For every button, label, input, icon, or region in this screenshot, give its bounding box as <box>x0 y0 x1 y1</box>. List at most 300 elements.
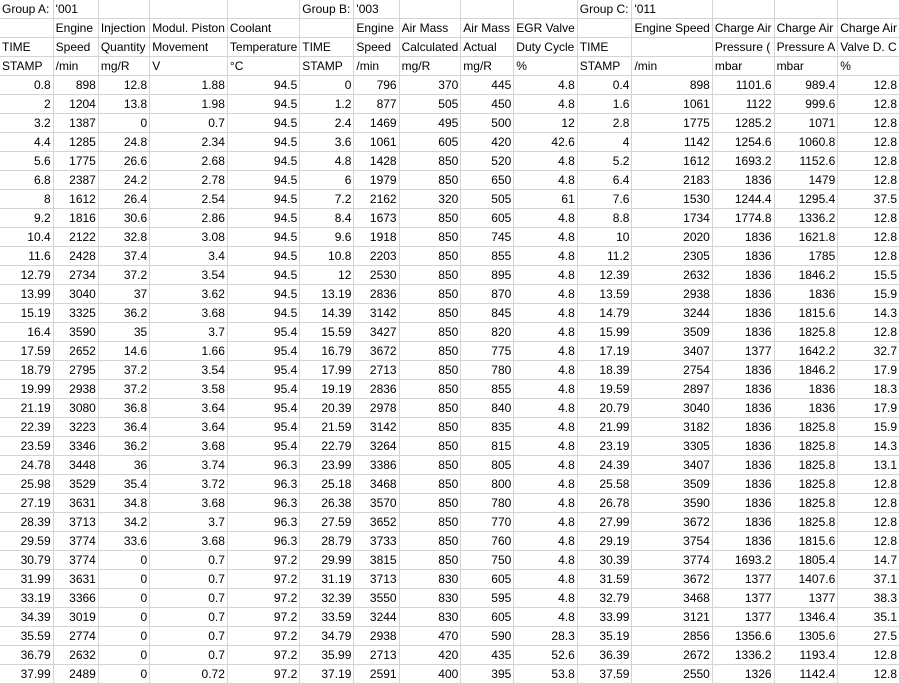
data-cell[interactable]: 1816 <box>53 209 98 228</box>
data-cell[interactable]: 94.5 <box>227 76 299 95</box>
data-cell[interactable]: 1.98 <box>150 95 228 114</box>
data-cell[interactable]: 3529 <box>53 475 98 494</box>
data-cell[interactable]: 0.7 <box>150 646 228 665</box>
data-cell[interactable]: 850 <box>399 285 461 304</box>
data-cell[interactable]: 3.4 <box>150 247 228 266</box>
data-cell[interactable]: 2550 <box>632 665 712 684</box>
data-cell[interactable]: 4.8 <box>514 323 577 342</box>
data-cell[interactable]: 97.2 <box>227 646 299 665</box>
data-cell[interactable]: 830 <box>399 589 461 608</box>
data-cell[interactable]: 850 <box>399 513 461 532</box>
data-cell[interactable]: 1836 <box>712 437 774 456</box>
data-cell[interactable]: 42.6 <box>514 133 577 152</box>
data-cell[interactable]: 15.59 <box>300 323 354 342</box>
data-cell[interactable]: 2897 <box>632 380 712 399</box>
header-cell[interactable]: Duty Cycle <box>514 38 577 57</box>
data-cell[interactable]: 27.99 <box>577 513 632 532</box>
data-cell[interactable]: 850 <box>399 228 461 247</box>
data-cell[interactable]: 30.6 <box>98 209 149 228</box>
data-cell[interactable]: 2836 <box>354 380 399 399</box>
data-cell[interactable]: 37.4 <box>98 247 149 266</box>
data-cell[interactable]: 1336.2 <box>774 209 838 228</box>
data-cell[interactable]: 7.2 <box>300 190 354 209</box>
data-cell[interactable]: 1204 <box>53 95 98 114</box>
data-cell[interactable]: 1254.6 <box>712 133 774 152</box>
header-cell[interactable] <box>0 19 53 38</box>
data-cell[interactable]: 1377 <box>712 342 774 361</box>
data-cell[interactable]: 605 <box>461 209 514 228</box>
data-cell[interactable]: 3080 <box>53 399 98 418</box>
data-cell[interactable]: 650 <box>461 171 514 190</box>
data-cell[interactable]: 34.8 <box>98 494 149 513</box>
data-cell[interactable]: 4.8 <box>514 209 577 228</box>
header-cell[interactable]: /min <box>354 57 399 76</box>
data-cell[interactable]: 12.8 <box>838 171 900 190</box>
data-cell[interactable]: 34.39 <box>0 608 53 627</box>
data-cell[interactable]: 800 <box>461 475 514 494</box>
data-cell[interactable]: 3.74 <box>150 456 228 475</box>
data-cell[interactable]: 1377 <box>774 589 838 608</box>
data-cell[interactable]: 95.4 <box>227 418 299 437</box>
data-cell[interactable]: 25.98 <box>0 475 53 494</box>
data-cell[interactable]: 1825.8 <box>774 513 838 532</box>
data-cell[interactable]: 1836 <box>712 456 774 475</box>
data-cell[interactable]: 12.8 <box>838 513 900 532</box>
header-cell[interactable]: STAMP <box>0 57 53 76</box>
data-cell[interactable]: 31.19 <box>300 570 354 589</box>
data-cell[interactable]: 0 <box>98 627 149 646</box>
header-cell[interactable]: Movement <box>150 38 228 57</box>
data-cell[interactable]: 12.8 <box>838 247 900 266</box>
data-cell[interactable]: 3040 <box>53 285 98 304</box>
data-cell[interactable]: 61 <box>514 190 577 209</box>
data-cell[interactable]: 850 <box>399 551 461 570</box>
data-cell[interactable]: 4.8 <box>514 285 577 304</box>
data-cell[interactable]: 1.2 <box>300 95 354 114</box>
data-cell[interactable]: 14.79 <box>577 304 632 323</box>
header-cell[interactable]: Charge Air <box>774 19 838 38</box>
data-cell[interactable]: 1774.8 <box>712 209 774 228</box>
data-cell[interactable]: 29.99 <box>300 551 354 570</box>
data-cell[interactable]: 1825.8 <box>774 418 838 437</box>
data-cell[interactable]: 780 <box>461 494 514 513</box>
data-cell[interactable]: 34.79 <box>300 627 354 646</box>
header-cell[interactable]: mbar <box>712 57 774 76</box>
data-cell[interactable]: 4.8 <box>514 152 577 171</box>
data-cell[interactable]: 33.6 <box>98 532 149 551</box>
data-cell[interactable]: 0.72 <box>150 665 228 684</box>
data-cell[interactable]: 12.8 <box>838 152 900 171</box>
data-cell[interactable]: 0 <box>98 646 149 665</box>
data-cell[interactable]: 835 <box>461 418 514 437</box>
header-cell[interactable]: Air Mass <box>399 19 461 38</box>
header-cell[interactable]: /min <box>53 57 98 76</box>
header-cell[interactable]: '001 <box>53 0 98 19</box>
data-cell[interactable]: 850 <box>399 152 461 171</box>
data-cell[interactable]: 0 <box>300 76 354 95</box>
data-cell[interactable]: 505 <box>399 95 461 114</box>
data-cell[interactable]: 35.1 <box>838 608 900 627</box>
data-cell[interactable]: 24.8 <box>98 133 149 152</box>
data-cell[interactable]: 820 <box>461 323 514 342</box>
data-cell[interactable]: 445 <box>461 76 514 95</box>
data-cell[interactable]: 3774 <box>53 532 98 551</box>
data-cell[interactable]: 775 <box>461 342 514 361</box>
data-cell[interactable]: 1673 <box>354 209 399 228</box>
data-cell[interactable]: 400 <box>399 665 461 684</box>
data-cell[interactable]: 0.8 <box>0 76 53 95</box>
data-cell[interactable]: 770 <box>461 513 514 532</box>
data-cell[interactable]: 1805.4 <box>774 551 838 570</box>
data-cell[interactable]: 13.19 <box>300 285 354 304</box>
data-cell[interactable]: 3590 <box>53 323 98 342</box>
header-cell[interactable]: Injection <box>98 19 149 38</box>
data-cell[interactable]: 1836 <box>712 399 774 418</box>
data-cell[interactable]: 12.8 <box>98 76 149 95</box>
data-cell[interactable]: 4.8 <box>514 475 577 494</box>
data-cell[interactable]: 23.59 <box>0 437 53 456</box>
header-cell[interactable]: '003 <box>354 0 399 19</box>
data-cell[interactable]: 815 <box>461 437 514 456</box>
data-cell[interactable]: 370 <box>399 76 461 95</box>
data-cell[interactable]: 505 <box>461 190 514 209</box>
data-cell[interactable]: 12 <box>514 114 577 133</box>
data-cell[interactable]: 14.7 <box>838 551 900 570</box>
data-cell[interactable]: 3774 <box>53 551 98 570</box>
data-cell[interactable]: 96.3 <box>227 475 299 494</box>
data-cell[interactable]: 745 <box>461 228 514 247</box>
data-cell[interactable]: 3142 <box>354 304 399 323</box>
data-cell[interactable]: 420 <box>399 646 461 665</box>
data-cell[interactable]: 850 <box>399 380 461 399</box>
data-cell[interactable]: 1815.6 <box>774 304 838 323</box>
data-cell[interactable]: 1825.8 <box>774 456 838 475</box>
header-cell[interactable] <box>514 0 577 19</box>
data-cell[interactable]: 1825.8 <box>774 475 838 494</box>
data-cell[interactable]: 4.8 <box>514 456 577 475</box>
header-cell[interactable] <box>227 0 299 19</box>
data-cell[interactable]: 3019 <box>53 608 98 627</box>
data-cell[interactable]: 2.4 <box>300 114 354 133</box>
data-cell[interactable]: 29.59 <box>0 532 53 551</box>
data-cell[interactable]: 0 <box>98 114 149 133</box>
data-cell[interactable]: 15.5 <box>838 266 900 285</box>
data-cell[interactable]: 4.8 <box>514 551 577 570</box>
data-cell[interactable]: 3.2 <box>0 114 53 133</box>
data-cell[interactable]: 4.8 <box>514 437 577 456</box>
data-cell[interactable]: 11.2 <box>577 247 632 266</box>
data-cell[interactable]: 3.68 <box>150 437 228 456</box>
data-cell[interactable]: 8 <box>0 190 53 209</box>
data-cell[interactable]: 1815.6 <box>774 532 838 551</box>
data-cell[interactable]: 19.19 <box>300 380 354 399</box>
data-cell[interactable]: 2387 <box>53 171 98 190</box>
data-cell[interactable]: 97.2 <box>227 627 299 646</box>
data-cell[interactable]: 19.99 <box>0 380 53 399</box>
data-cell[interactable]: 22.39 <box>0 418 53 437</box>
data-cell[interactable]: 5.2 <box>577 152 632 171</box>
data-cell[interactable]: 94.5 <box>227 114 299 133</box>
data-cell[interactable]: 19.59 <box>577 380 632 399</box>
data-cell[interactable]: 4.8 <box>514 247 577 266</box>
data-cell[interactable]: 97.2 <box>227 551 299 570</box>
data-cell[interactable]: 3.54 <box>150 266 228 285</box>
data-cell[interactable]: 96.3 <box>227 456 299 475</box>
data-cell[interactable]: 850 <box>399 418 461 437</box>
data-cell[interactable]: 3040 <box>632 399 712 418</box>
data-cell[interactable]: 31.59 <box>577 570 632 589</box>
header-cell[interactable]: Charge Air <box>838 19 900 38</box>
data-cell[interactable]: 7.6 <box>577 190 632 209</box>
data-cell[interactable]: 1825.8 <box>774 437 838 456</box>
data-cell[interactable]: 4.8 <box>514 570 577 589</box>
data-cell[interactable]: 23.99 <box>300 456 354 475</box>
data-cell[interactable]: 830 <box>399 608 461 627</box>
data-cell[interactable]: 850 <box>399 323 461 342</box>
data-cell[interactable]: 33.99 <box>577 608 632 627</box>
data-cell[interactable]: 0 <box>98 665 149 684</box>
data-cell[interactable]: 850 <box>399 247 461 266</box>
data-cell[interactable]: 4.8 <box>514 418 577 437</box>
data-cell[interactable]: 3815 <box>354 551 399 570</box>
data-cell[interactable]: 1836 <box>712 475 774 494</box>
data-cell[interactable]: 24.78 <box>0 456 53 475</box>
header-cell[interactable]: Engine Speed <box>632 19 712 38</box>
data-cell[interactable]: 12.8 <box>838 323 900 342</box>
data-cell[interactable]: 2754 <box>632 361 712 380</box>
data-cell[interactable]: 3.7 <box>150 323 228 342</box>
data-cell[interactable]: 850 <box>399 475 461 494</box>
data-cell[interactable]: 4.8 <box>514 589 577 608</box>
data-cell[interactable]: 4.8 <box>514 380 577 399</box>
data-cell[interactable]: 4.8 <box>514 532 577 551</box>
data-cell[interactable]: 605 <box>461 608 514 627</box>
data-cell[interactable]: 1836 <box>712 418 774 437</box>
data-cell[interactable]: 35.19 <box>577 627 632 646</box>
data-cell[interactable]: 590 <box>461 627 514 646</box>
data-cell[interactable]: 850 <box>399 361 461 380</box>
data-cell[interactable]: 4.4 <box>0 133 53 152</box>
data-cell[interactable]: 1836 <box>712 266 774 285</box>
data-cell[interactable]: 94.5 <box>227 133 299 152</box>
data-cell[interactable]: 1356.6 <box>712 627 774 646</box>
data-cell[interactable]: 3509 <box>632 475 712 494</box>
data-cell[interactable]: 95.4 <box>227 437 299 456</box>
data-cell[interactable]: 4.8 <box>514 342 577 361</box>
data-cell[interactable]: 12.8 <box>838 228 900 247</box>
data-cell[interactable]: 8.8 <box>577 209 632 228</box>
header-cell[interactable]: Temperature <box>227 38 299 57</box>
data-cell[interactable]: 1244.4 <box>712 190 774 209</box>
data-cell[interactable]: 780 <box>461 361 514 380</box>
data-cell[interactable]: 12.8 <box>838 76 900 95</box>
data-cell[interactable]: 36.79 <box>0 646 53 665</box>
data-cell[interactable]: 1336.2 <box>712 646 774 665</box>
data-cell[interactable]: 605 <box>399 133 461 152</box>
data-cell[interactable]: 830 <box>399 570 461 589</box>
data-cell[interactable]: 37.19 <box>300 665 354 684</box>
data-cell[interactable]: 2632 <box>53 646 98 665</box>
data-cell[interactable]: 3427 <box>354 323 399 342</box>
data-cell[interactable]: 12.8 <box>838 95 900 114</box>
data-cell[interactable]: 3346 <box>53 437 98 456</box>
data-cell[interactable]: 3305 <box>632 437 712 456</box>
data-cell[interactable]: 4.8 <box>514 494 577 513</box>
data-cell[interactable]: 25.18 <box>300 475 354 494</box>
data-cell[interactable]: 1918 <box>354 228 399 247</box>
data-cell[interactable]: 13.1 <box>838 456 900 475</box>
data-cell[interactable]: 1152.6 <box>774 152 838 171</box>
data-cell[interactable]: 97.2 <box>227 570 299 589</box>
data-cell[interactable]: 4.8 <box>514 228 577 247</box>
header-cell[interactable] <box>150 0 228 19</box>
data-cell[interactable]: 34.2 <box>98 513 149 532</box>
data-cell[interactable]: 21.99 <box>577 418 632 437</box>
data-cell[interactable]: 33.59 <box>300 608 354 627</box>
data-cell[interactable]: 0.4 <box>577 76 632 95</box>
header-cell[interactable]: Calculated <box>399 38 461 57</box>
data-cell[interactable]: 26.6 <box>98 152 149 171</box>
data-cell[interactable]: 1836 <box>774 285 838 304</box>
data-cell[interactable]: 0 <box>98 608 149 627</box>
header-cell[interactable]: '011 <box>632 0 712 19</box>
data-cell[interactable]: 2856 <box>632 627 712 646</box>
data-cell[interactable]: 10.8 <box>300 247 354 266</box>
data-cell[interactable]: 450 <box>461 95 514 114</box>
data-cell[interactable]: 97.2 <box>227 589 299 608</box>
data-cell[interactable]: 4 <box>577 133 632 152</box>
data-cell[interactable]: 2652 <box>53 342 98 361</box>
data-cell[interactable]: 15.9 <box>838 285 900 304</box>
data-cell[interactable]: 1530 <box>632 190 712 209</box>
header-cell[interactable] <box>399 0 461 19</box>
header-cell[interactable]: Coolant <box>227 19 299 38</box>
data-cell[interactable]: 11.6 <box>0 247 53 266</box>
data-cell[interactable]: 16.4 <box>0 323 53 342</box>
data-cell[interactable]: 2305 <box>632 247 712 266</box>
data-cell[interactable]: 3244 <box>354 608 399 627</box>
data-cell[interactable]: 3223 <box>53 418 98 437</box>
data-cell[interactable]: 3407 <box>632 456 712 475</box>
header-cell[interactable]: Engine <box>354 19 399 38</box>
data-cell[interactable]: 2591 <box>354 665 399 684</box>
data-cell[interactable]: 1846.2 <box>774 361 838 380</box>
data-cell[interactable]: 1142 <box>632 133 712 152</box>
data-cell[interactable]: 2632 <box>632 266 712 285</box>
data-cell[interactable]: 32.39 <box>300 589 354 608</box>
data-cell[interactable]: 3590 <box>632 494 712 513</box>
data-cell[interactable]: 520 <box>461 152 514 171</box>
data-cell[interactable]: 9.6 <box>300 228 354 247</box>
data-cell[interactable]: 895 <box>461 266 514 285</box>
data-cell[interactable]: 97.2 <box>227 608 299 627</box>
data-cell[interactable]: 13.99 <box>0 285 53 304</box>
data-cell[interactable]: 3.54 <box>150 361 228 380</box>
data-cell[interactable]: 9.2 <box>0 209 53 228</box>
data-cell[interactable]: 4.8 <box>514 171 577 190</box>
data-cell[interactable]: 96.3 <box>227 494 299 513</box>
data-cell[interactable]: 1836 <box>712 285 774 304</box>
data-cell[interactable]: 1479 <box>774 171 838 190</box>
header-cell[interactable] <box>300 19 354 38</box>
data-cell[interactable]: 2 <box>0 95 53 114</box>
data-cell[interactable]: 4.8 <box>514 608 577 627</box>
data-cell[interactable]: 0 <box>98 589 149 608</box>
header-cell[interactable]: Modul. Piston <box>150 19 228 38</box>
data-cell[interactable]: 31.99 <box>0 570 53 589</box>
data-cell[interactable]: 3733 <box>354 532 399 551</box>
data-cell[interactable]: 3550 <box>354 589 399 608</box>
data-cell[interactable]: 3325 <box>53 304 98 323</box>
data-cell[interactable]: 877 <box>354 95 399 114</box>
data-cell[interactable]: 1193.4 <box>774 646 838 665</box>
data-cell[interactable]: 1836 <box>712 532 774 551</box>
data-cell[interactable]: 2183 <box>632 171 712 190</box>
data-cell[interactable]: 37.2 <box>98 380 149 399</box>
header-cell[interactable]: Charge Air <box>712 19 774 38</box>
header-cell[interactable] <box>774 0 838 19</box>
data-cell[interactable]: 2.68 <box>150 152 228 171</box>
data-cell[interactable]: 805 <box>461 456 514 475</box>
data-cell[interactable]: 94.5 <box>227 152 299 171</box>
data-cell[interactable]: 94.5 <box>227 171 299 190</box>
data-cell[interactable]: 10 <box>577 228 632 247</box>
header-cell[interactable]: Speed <box>53 38 98 57</box>
data-cell[interactable]: 3652 <box>354 513 399 532</box>
data-cell[interactable]: 4.8 <box>514 361 577 380</box>
data-cell[interactable]: 20.39 <box>300 399 354 418</box>
data-cell[interactable]: 22.79 <box>300 437 354 456</box>
data-cell[interactable]: 95.4 <box>227 342 299 361</box>
data-cell[interactable]: 3448 <box>53 456 98 475</box>
data-cell[interactable]: 1836 <box>712 171 774 190</box>
data-cell[interactable]: 1836 <box>712 323 774 342</box>
data-cell[interactable]: 5.6 <box>0 152 53 171</box>
header-cell[interactable]: Group B: <box>300 0 354 19</box>
data-cell[interactable]: 3.62 <box>150 285 228 304</box>
data-cell[interactable]: 37.99 <box>0 665 53 684</box>
data-cell[interactable]: 21.59 <box>300 418 354 437</box>
data-cell[interactable]: 2938 <box>632 285 712 304</box>
data-cell[interactable]: 1836 <box>712 247 774 266</box>
data-cell[interactable]: 4.8 <box>514 399 577 418</box>
data-cell[interactable]: 1734 <box>632 209 712 228</box>
data-cell[interactable]: 3.68 <box>150 494 228 513</box>
data-cell[interactable]: 2795 <box>53 361 98 380</box>
data-cell[interactable]: 3366 <box>53 589 98 608</box>
data-cell[interactable]: 25.58 <box>577 475 632 494</box>
data-cell[interactable]: 32.8 <box>98 228 149 247</box>
header-cell[interactable]: Air Mass <box>461 19 514 38</box>
data-cell[interactable]: 14.3 <box>838 437 900 456</box>
data-cell[interactable]: 1295.4 <box>774 190 838 209</box>
data-cell[interactable]: 95.4 <box>227 361 299 380</box>
data-cell[interactable]: 36.39 <box>577 646 632 665</box>
data-cell[interactable]: 12.39 <box>577 266 632 285</box>
data-cell[interactable]: 1836 <box>712 513 774 532</box>
data-cell[interactable]: 3.64 <box>150 418 228 437</box>
data-cell[interactable]: 6 <box>300 171 354 190</box>
data-cell[interactable]: 1.66 <box>150 342 228 361</box>
data-cell[interactable]: 855 <box>461 247 514 266</box>
header-cell[interactable]: mbar <box>774 57 838 76</box>
data-cell[interactable]: 3713 <box>53 513 98 532</box>
data-cell[interactable]: 4.8 <box>514 304 577 323</box>
data-cell[interactable]: 3121 <box>632 608 712 627</box>
header-cell[interactable]: TIME <box>0 38 53 57</box>
data-cell[interactable]: 2774 <box>53 627 98 646</box>
data-cell[interactable]: 1785 <box>774 247 838 266</box>
